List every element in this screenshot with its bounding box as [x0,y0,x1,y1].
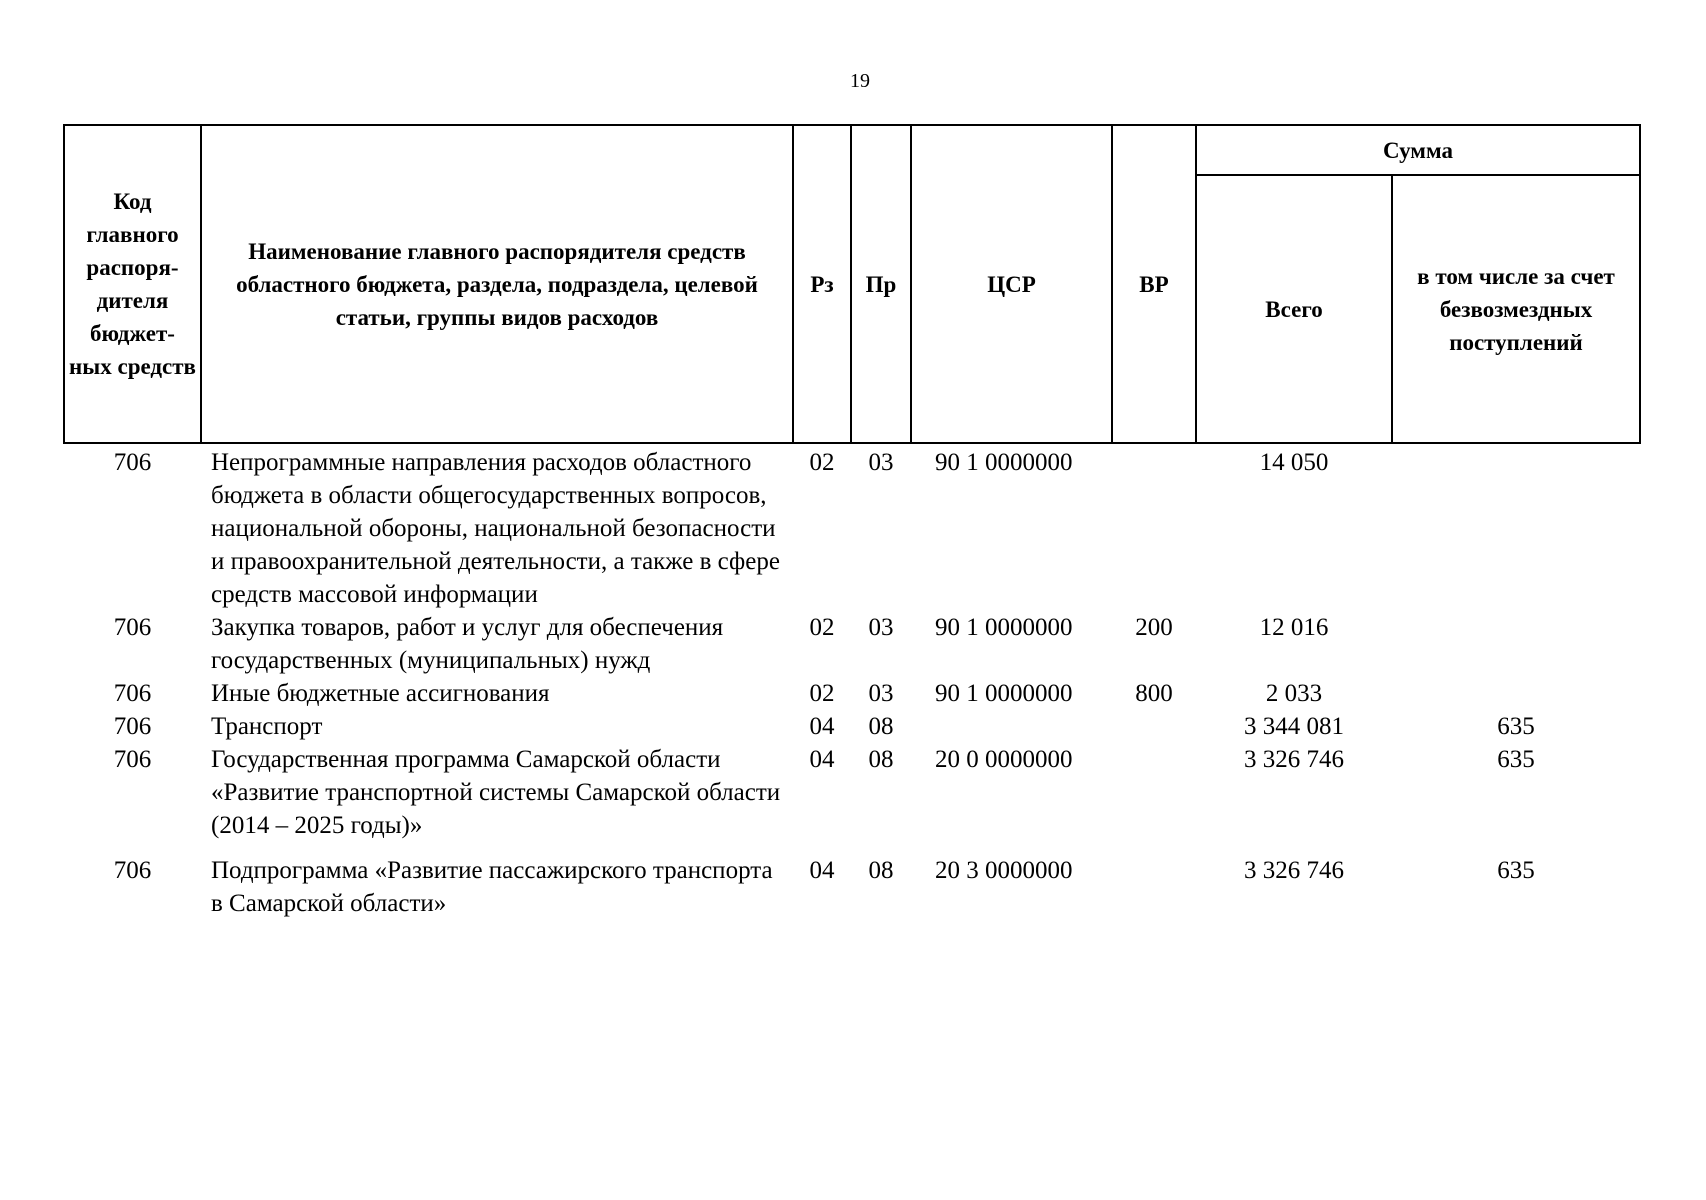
cell-pr: 03 [868,449,894,476]
cell-total: 3 344 081 [1244,713,1344,740]
cell-total: 3 326 746 [1244,746,1344,773]
cell-free [1392,443,1640,611]
cell-name: Закупка товаров, работ и услуг для обеспечения государственных (муниципальных) нужд [211,614,724,674]
cell-rz: 04 [809,713,835,740]
cell-rz: 04 [809,746,835,773]
cell-csr: 90 1 0000000 [935,680,1073,707]
table-row [64,854,1640,920]
cell-vr: 200 [1135,614,1173,641]
cell-total: 2 033 [1265,680,1323,707]
cell-csr: 90 1 0000000 [935,449,1073,476]
cell-free [1392,677,1640,710]
cell-free: 635 [1497,857,1535,884]
cell-code: 706 [113,449,152,476]
cell-rz: 02 [809,449,835,476]
header-free: в том числе за счет безвозмездных поступлений [1392,175,1640,443]
cell-code: 706 [113,713,152,740]
header-rz: Рз [793,125,851,443]
cell-vr [1112,710,1196,743]
header-name: Наименование главного распорядителя средств областного бюджета, раздела, подраздела, целевой статьи, группы видов расходов [201,125,793,443]
header-vr: ВР [1112,125,1196,443]
table-row [64,743,1640,854]
cell-free [1392,611,1640,677]
cell-csr: 90 1 0000000 [935,614,1073,641]
header-sum: Сумма [1196,125,1640,175]
cell-rz: 02 [809,614,835,641]
cell-pr: 03 [868,614,894,641]
header-total: Всего [1196,175,1392,443]
budget-table [63,124,1641,920]
cell-free: 635 [1497,746,1535,773]
cell-total: 12 016 [1259,614,1329,641]
cell-total: 3 326 746 [1244,857,1344,884]
header-csr: ЦСР [911,125,1112,443]
table-row [64,710,1640,743]
table-row [64,611,1640,677]
cell-pr: 08 [868,857,894,884]
cell-pr: 03 [868,680,894,707]
cell-name: Транспорт [211,713,323,740]
cell-csr: 20 3 0000000 [935,857,1073,884]
header-code: Код главного распоря-дителя бюджет-ных средств [64,125,201,443]
page-number: 19 [850,70,870,92]
cell-vr [1112,743,1196,854]
cell-name: Непрограммные направления расходов областного бюджета в области общегосударственных вопросов, национальной обороны, национальной безопасности и правоохранительной деятельности, а также в сфере средств массовой информации [211,449,780,608]
cell-vr [1112,443,1196,611]
cell-csr [911,710,1112,743]
cell-vr: 800 [1135,680,1173,707]
header-pr: Пр [851,125,911,443]
cell-code: 706 [113,746,152,773]
cell-code: 706 [113,614,152,641]
table-row [64,677,1640,710]
cell-pr: 08 [868,746,894,773]
cell-pr: 08 [868,713,894,740]
cell-rz: 02 [809,680,835,707]
cell-total: 14 050 [1259,449,1329,476]
cell-name: Подпрограмма «Развитие пассажирского транспорта в Самарской области» [211,857,773,917]
cell-csr: 20 0 0000000 [935,746,1073,773]
cell-code: 706 [113,857,152,884]
cell-rz: 04 [809,857,835,884]
cell-name: Иные бюджетные ассигнования [211,680,550,707]
table-row [64,443,1640,611]
cell-code: 706 [113,680,152,707]
cell-free: 635 [1497,713,1535,740]
cell-vr [1112,854,1196,920]
cell-name: Государственная программа Самарской области «Развитие транспортной системы Самарской области (2014 – 2025 годы)» [211,746,781,839]
